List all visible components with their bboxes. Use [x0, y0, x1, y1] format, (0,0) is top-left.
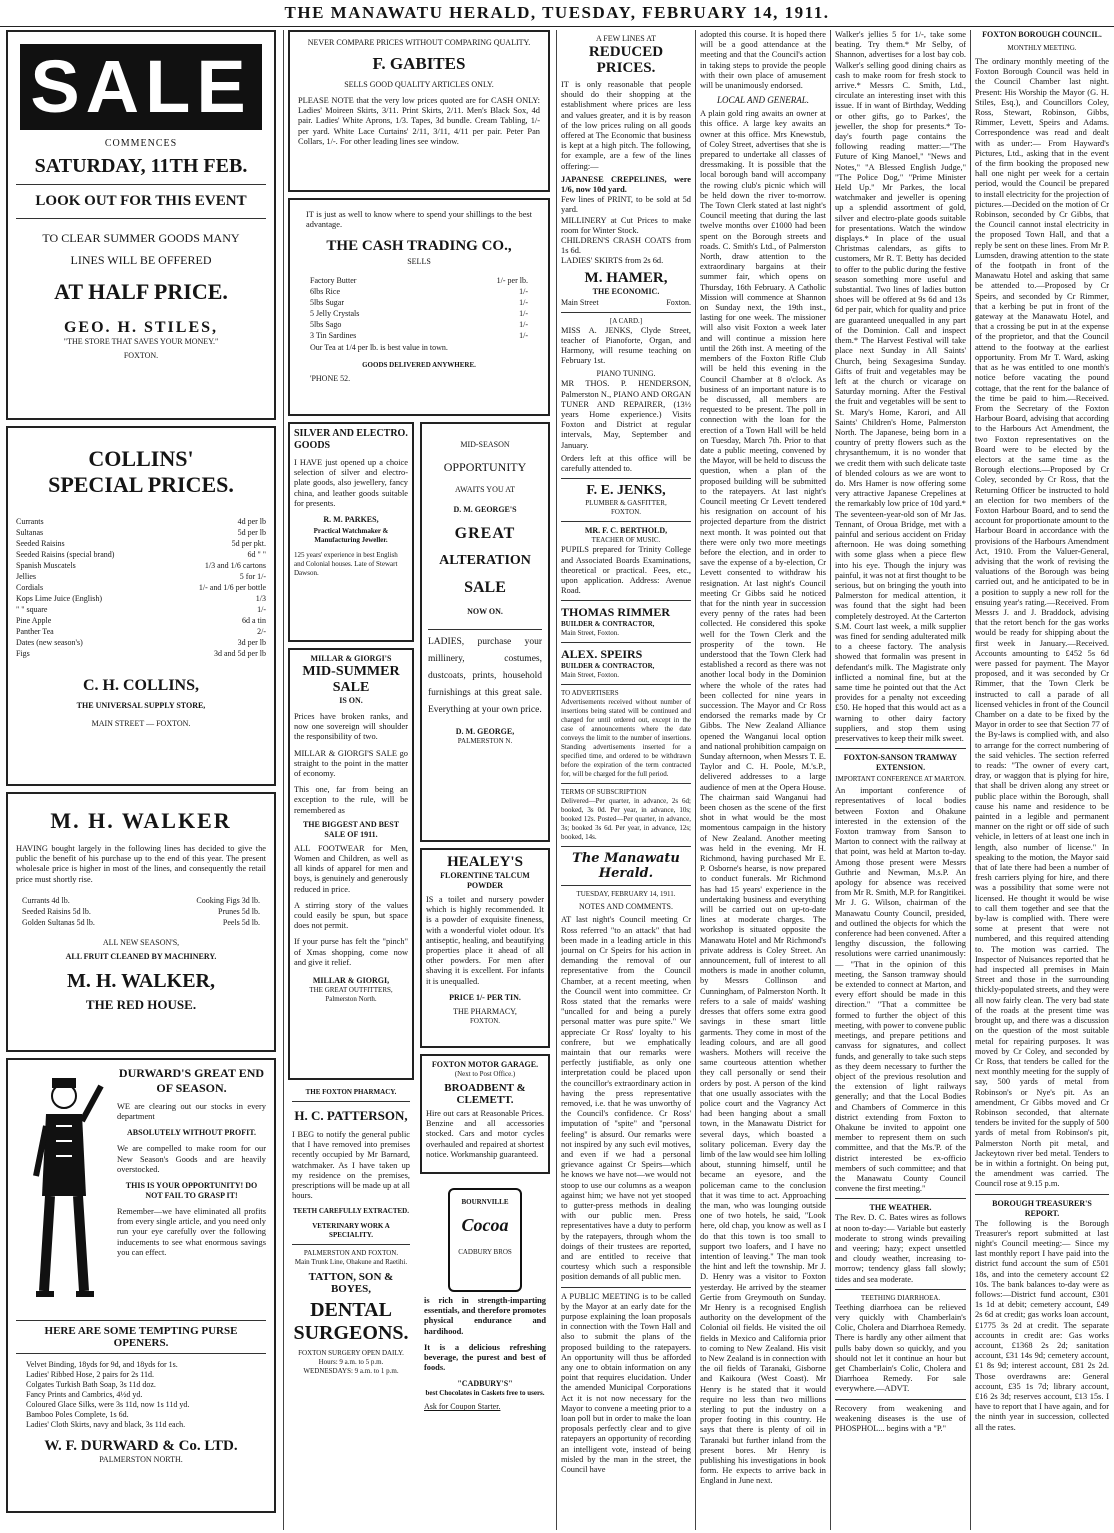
rimmer-name: THOMAS RIMMER — [561, 605, 670, 620]
hamer-l3: MILLINERY at Cut Prices to make room for Winter Stock. — [561, 215, 691, 235]
hamer-l4: CHILDREN'S CRASH COATS from 1s 6d. — [561, 236, 691, 256]
durward-opportunity: THIS IS YOUR OPPORTUNITY! DO NOT FAIL TO GRASP IT! — [125, 1181, 258, 1201]
cocoa-tin-maker: CADBURY BROS — [458, 1248, 512, 1256]
column-rule — [283, 30, 284, 1530]
sale-half-price: AT HALF PRICE. — [54, 279, 228, 304]
giorgi-p2: MILLAR & GIORGI'S SALE go straight to the point in the matter of economy. — [294, 748, 408, 779]
collins-price-row: Figs 3d and 5d per lb — [16, 649, 266, 658]
durward-absolutely: ABSOLUTELY WITHOUT PROFIT. — [127, 1128, 256, 1138]
monthly-head: MONTHLY MEETING. — [1007, 44, 1077, 52]
durward-list — [26, 1360, 256, 1430]
collins-address: MAIN STREET — FOXTON. — [91, 719, 191, 728]
walker-ad — [6, 792, 276, 1052]
millar-giorgi-ad — [288, 648, 414, 1080]
cocoa-tin — [448, 1188, 522, 1292]
cash-trading-ad — [288, 198, 550, 416]
advertisers-head: TO ADVERTISERS — [561, 689, 619, 698]
durward-remember: Remember—we have eliminated all profits from every single article, and you need only run your eye carefully over the following inducements to see what enormous savings you can effect. — [117, 1207, 266, 1257]
sale-commences: COMMENCES — [104, 138, 178, 149]
collins-price-row: Dates (new season's) 3d per lb — [16, 638, 266, 647]
collins-price-row: Sultanas 5d per lb — [16, 528, 266, 537]
cash-price-list — [310, 275, 528, 341]
tatton-line: Main Trunk Line, Ohakune and Raetihi. — [294, 1258, 408, 1267]
durward-list-item: Velvet Binding, 18yds for 9d, and 18yds for 1s. — [26, 1360, 178, 1369]
cash-price-row: Factory Butter 1/- per lb. — [310, 276, 528, 286]
masthead: THE MANAWATU HERALD, TUESDAY, FEBRUARY 14, 1911. — [0, 0, 1114, 27]
sale-merchant: GEO. H. STILES, — [63, 319, 219, 336]
notes-head: NOTES AND COMMENTS. — [578, 902, 673, 912]
george-ad — [420, 422, 550, 842]
gabites-sells: SELLS GOOD QUALITY ARTICLES ONLY. — [344, 80, 494, 89]
col4-intro: adopted this course. It is hoped there will be a good attendance at the meeting and that the Council's action in taking steps to provide the people with their own place of amusement will be unanimously endorsed. — [700, 30, 826, 91]
durward-list-item: Ladies' Ribbed Hose, 2 pairs for 2s 11d. — [26, 1370, 155, 1379]
card-head: [A CARD.] — [609, 316, 643, 325]
giorgi-town: Palmerston North. — [325, 995, 377, 1004]
collins-price-row: Currants 4d per lb — [16, 517, 266, 526]
parkes-title: SILVER AND ELECTRO. GOODS — [294, 428, 408, 451]
sale-slogan: "THE STORE THAT SAVES YOUR MONEY." — [63, 337, 219, 346]
durward-town: PALMERSTON NORTH. — [99, 1455, 183, 1464]
rimmer-addr: Main Street, Foxton. — [561, 629, 619, 638]
durward-body: We are compelled to make room for our New Season's Goods and are heavily overstocked. — [117, 1144, 266, 1174]
public-meeting: A PUBLIC MEETING is to be called by the Mayor at an early date for the purpose explaining the loan proposals in connection with the Town Hall and also to submit the plans of the proposed building to the ratepayers. An opportunity will thus be afforded any one to obtain information on any point that requires elucidation. Under the amended Municipal Corporations Act it is not now necessary for the Mayor to convene a meeting prior to a loan poll but in order to make the loan proposals perfectly clear and to give ratepayers an opportunity of recording an intelligent vote, instead of being misled by the man in the street, the Council have — [561, 1291, 691, 1475]
gabites-ad — [288, 30, 550, 192]
cash-title: THE CASH TRADING CO., — [326, 238, 512, 255]
hamer-few: A FEW LINES AT — [595, 34, 657, 43]
durward-list-item: Bamboo Poles Complete, 1s 6d. — [26, 1410, 129, 1419]
walker-text: HAVING bought largely in the following lines has decided to give the public the benefit of his purchase up to the end of this year. The present wholesale price is higher in most of the lines, and consequently the retail price must shortly rise. — [16, 844, 266, 884]
parkes-trade: Practical Watchmaker & Manufacturing Jeweller. — [313, 527, 389, 545]
giorgi-p5: A stirring story of the values could easily be spun, but space does not permit. — [294, 900, 408, 931]
collins-price-row: Cordials 1/- and 1/6 per bottle — [16, 583, 266, 592]
subscription-head: TERMS OF SUBSCRIPTION — [561, 788, 647, 797]
collins-price-row: Seeded Raisins 5d per pkt. — [16, 539, 266, 548]
cash-phone: 'PHONE 52. — [310, 374, 351, 384]
tramway-head: FOXTON-SANSON TRAMWAY EXTENSION. — [843, 753, 958, 773]
berthold-name: MR. F. C. BERTHOLD, — [584, 526, 668, 536]
weather-head: THE WEATHER. — [869, 1203, 932, 1213]
walker-price-row: Currants 4d lb. Cooking Figs 3d lb. — [22, 895, 260, 905]
column-rule — [556, 30, 557, 1530]
patterson-name: H. C. PATTERSON, — [294, 1108, 408, 1123]
cash-delivered: GOODS DELIVERED ANYWHERE. — [362, 361, 476, 370]
berthold-trade: TEACHER OF MUSIC. — [591, 536, 661, 545]
giorgi-title-1: MILLAR & GIORGI'S — [310, 654, 392, 663]
column-rule — [830, 30, 831, 1530]
hamer-body: IT is only reasonable that people should do their shopping at the establishment where prices are less and values greater, and it is by reason of the low prices ruling on all goods offered at The Economic that business is kept at a high pitch. The following, for example, are a few of the lines offering:— — [561, 80, 691, 171]
hamer-name: M. HAMER, — [584, 269, 668, 286]
hamer-address: Main Street Foxton. — [561, 297, 691, 307]
cash-tea: Our Tea at 1/4 per lb. is best value in town. — [310, 343, 448, 353]
local-general-head: LOCAL AND GENERAL. — [717, 95, 809, 106]
patterson-body: I BEG to notify the general public that I have removed into premises recently occupied by Mr Barnard, watchmaker. As I have taken up my residence on the premises, prescriptions will be made up at all hours. — [292, 1130, 410, 1201]
tatton-name: TATTON, SON & BOYES, — [308, 1271, 394, 1296]
conference-head: IMPORTANT CONFERENCE AT MARTON. — [835, 775, 966, 784]
parkes-name: R. M. PARKES, — [323, 515, 379, 525]
george-l8: NOW ON. — [467, 607, 503, 616]
fjenks-trade: PLUMBER & GASFITTER, — [585, 499, 667, 508]
orders-notice: Orders left at this office will be carefully attended to. — [561, 453, 691, 474]
hamer-econ: THE ECONOMIC. — [592, 286, 660, 296]
collins-store: C. H. COLLINS, — [82, 677, 200, 694]
hamer-l1: JAPANESE CREPELINES, were 1/6, now 10d yard. — [561, 174, 691, 195]
sale-clear: TO CLEAR SUMMER GOODS MANY LINES WILL BE OFFERED — [42, 231, 240, 267]
patterson-vet: VETERINARY WORK A SPECIALITY. — [312, 1222, 390, 1240]
piano-tuning: PIANO TUNING. — [596, 369, 656, 379]
hamer-l5: LADIES' SKIRTS from 2s 6d. — [561, 256, 664, 266]
tatton-dental: DENTAL — [310, 1299, 392, 1322]
giorgi-sub: THE GREAT OUTFITTERS, — [309, 986, 393, 995]
durward-ad — [6, 1058, 276, 1513]
cocoa-ad — [420, 1180, 550, 1530]
col5-notes: Walker's jellies 5 for 1/-, take some beating. Try them.* Mr Selby, of Shannon, advertises for a lost bay cob. Walker's selling good dining chairs as cash to make room for fresh stock to arrive.* Messrs C. Smith, Ltd., circulate an interesting inset with this issue. If in want of Birthday, Wedding or other gifts, go to Parkes', the jeweller, the shop for presents.* To-day's fourth page contains the following reading matter:—"The Future of King Manoel," "News and Notes," "A Blessed English Judge," "The Police Dog," "Prime Minister Held Up." Mr Parkes, the local watchmaker and jeweller is opening up a splendid assortment of gold, silver and electro-plate goods suitable for presentations. Watch the window displays.* In place of the usual Christmas calendars, as gifts to customers, Mr R. T. Betty has decided to offer to the public during the festive season something more useful and substantial. Two lines of ladies button shoes will be offered at 9s 6d and 13s 6d per pair, which for quality and price are guaranteed unequalled in any part of the Dominion. Call and inspect them.* The Harvest Festival will take place next Sunday in All Saints' Church, being Sexagesima Sunday. Gifts of fruit and vegetables may be left at the church or vicarage on Saturday morning. After the Festival the fruit and vegetables will be sent to St. Mary's Home, Karori, and All Saints' Children's Home, Palmerston North. The Japanese, being born in a country of pretty flowers such as the chrysanthemum, it is no wonder that we credit them with such delicate taste of blended colours as we are wont to do. Mrs Hamer is now offering some very attractive Japanese Crepelines at the remarkably low price of 10d yard.* The seventeen-year-old son of Mr Jas. Tennant, of Oroua Bridge, met with a painful and serious accident on Friday afternoon. He was doing something with some glass when a piece flew into his eye. Though the injury was painful, it was not at first thought to be serious, but on bringing the youth into Palmerston for medical attention, it was found that the sight had been completely destroyed. At the Carterton S.M. Court last week, a milk supplier was fined for sending adulterated milk to a cheese factory. The analysis showed that formalin was present in defendant's milk. The Magistrate only inflicted a nominal fine, but at the same time he pointed out that the Act provides for a penalty not exceeding £50. He hoped that this would act as a warning to other dairy factory suppliers, and stop them using preservatives to keep their milk sweet. — [835, 30, 966, 744]
giorgi-title-2: MID-SUMMER — [302, 664, 400, 679]
giorgi-title-4: IS ON. — [339, 696, 363, 705]
weather-body: The Rev. D. C. Bates wires as follows at noon to-day:— Variable but easterly moderate to strong winds prevailing and veering; hazy; expect unsettled and cloudy weather, increasing to-morrow; tendency glass fall slowly; tides and sea moderate. — [835, 1213, 966, 1284]
advertisers-body: Advertisements received without number of insertions being stated will be continued and charged for until ordered out, except in the case of announcements where the date conveys the limit to the number of insertions. Standing advertisements inserted for a specified time, and ordered to be withdrawn before the expiration of the term contracted for, will be charged for the full period. — [561, 698, 691, 779]
teething-body: Teething diarrhoea can be relieved very quickly with Chamberlain's Colic, Cholera and Diarrhoea Remedy. There is hardly any other ailment that pulls baby down so quickly, and you should not let it continue an hour but get Chamberlain's Colic, Cholera and Diarrhoea Remedy. For sale everywhere.—ADVT. — [835, 1302, 966, 1394]
giorgi-biggest: THE BIGGEST AND BEST SALE OF 1911. — [302, 819, 400, 839]
column-3 — [561, 30, 691, 1530]
fjenks-name: F. E. JENKS, — [586, 483, 666, 499]
berthold-body: PUPILS prepared for Trinity College and Associated Boards Examinations, theoretical or practical. Fees, etc., upon application. Address: Avenue Road. — [561, 545, 691, 596]
durward-title: DURWARD'S GREAT END OF SEASON. — [118, 1066, 265, 1095]
collins-price-row: Panther Tea 2/- — [16, 627, 266, 636]
speirs-trade: BUILDER & CONTRACTOR, — [561, 662, 655, 671]
collins-price-row: Kops Lime Juice (English) 1/3 — [16, 594, 266, 603]
col2-left-stack — [288, 422, 414, 1530]
council-body: The ordinary monthly meeting of the Foxton Borough Council was held in the Council Chamber last night. Present: His Worship the Mayor (G. H. Stiles, Esq.), and Councillors Coley, Ross, Stewart, Robinson, Gibbs, Rimmer, Levett, Speirs and Adams. Correspondence was read and dealt with as under:— From Hayward's Pictures, Ltd., asking that in the event of the firm booking the proposed new hall one night per week for a certain period, would the Council be prepared to install electricity for the projection of pictures.—Decided on the motion of Cr Robinson, seconded by Cr Gibbs, that the Council cannot instal electricity in the proposed Town Hall, and that a reply be sent on these lines. From Mr P. Lumsden, drawing attention to the state of the footpath in front of the Manawatu Hotel and asking that same be attended to.—Proposed by Cr Speirs, and seconded by Cr Rimmer, that a kerbing be put in front of the gateway at the Manawatu Hotel, and that a crossing be put in at the expense of the proprietor, and that the Council attend to the footway at the earliest opportunity. From Mr T. Ward, asking that as he was entitled to one month's notice before vacating the pound cottage, that the rent for the balance of the time be paid to him.—Received. From the Secretary of the Foxton Harbour Board, advising that according to the Harbours Act Amendment, the two Foxton representatives on the Board were to be elected by the electors at the same time as the Borough elections.—Proposed by Cr Coley, seconded by Cr Ross, that the Returning Officer be instructed to hold an election for two members of the Foxton Harbour Board, and to send the account for proportionate amount to the Harbour Board in accordance with the provisions of the Harbours Amendment Act, 1910. From the Valuer-General, advising that the work of revising the valuations of the Borough was being carried out, and he anticipated to be in a position to supply a new roll for the ensuing year's rating.—Received. From Messrs J. and J. Braddock, advising that the retort bench for the gas works would be ready for shipping about the first week in January.—Received. Accounts amounting to £452 5s 6d were passed for payment. The Mayor proposed, and it was seconded by Cr Rimmer, that the Town Clerk be instructed to call a parade of all licensed vehicles in front of the Council Chamber on a date to be fixed by the Mayor in order to see that Section 77 of the By-laws is complied with, and also to arrange for the correct numbering of the said vehicles. The section referred to reads: "The owner of every cart, dray, or waggon that is plying for hire, that shall be driven along any street or public place within the Borough, shall cause his name and residence to be painted in a legible and permanent manner on the right or off side of such vehicle, in letters of at least one inch in length, also number of license." In speaking to the motion, the Mayor said that of late there had been a number of fresh carriers plying for hire, and there was a possibility that some were not licensed. He thought it would be wise to call them together and see that the by-law is complied with. There were some at present that were not numbered, and this required attending to. The motion was carried. The Inspector of Nuisances reported that he had inspected all premises in Main Street and those in the surrounding thickly-populated streets, and they were all now fairly clean. The very bad state of the roads at the present time was brought up, and there was a discussion on the question of the most suitable metal for repairing purposes. It was moved by Cr Coley, and seconded by Cr Ross, that tenders be called for the next monthly meeting for the supply of say, 500 yards of metal from Robinson's or Nye's pit. As an amendment, Cr Gibbs moved and Cr Robinson seconded, that alternate tenders be invited for the supply of 500 yards of metal from Robinson's pit, Palmerston North pit metal, and Jackeytown river bed metal. Tenders to be in within a fortnight. On being put, the amendment was carried. The Council rose at 9.15 p.m. — [975, 57, 1109, 1189]
column-6 — [975, 30, 1109, 1530]
walker-name: M. H. WALKER — [50, 808, 232, 833]
treasurer-head: BOROUGH TREASURER'S REPORT. — [992, 1198, 1092, 1218]
walker-name-2: M. H. WALKER, — [67, 969, 215, 992]
cocoa-body-2: It is a delicious refreshing beverage, the purest and best of foods. — [424, 1342, 546, 1373]
patterson-teeth: TEETH CAREFULLY EXTRACTED. — [293, 1207, 409, 1216]
cash-price-row: 3 Tin Sardines 1/- — [310, 331, 528, 341]
column-rule — [970, 30, 971, 1530]
gabites-name: F. GABITES — [372, 54, 466, 73]
cash-price-row: 5 Jelly Crystals 1/- — [310, 309, 528, 319]
teething-head: TEETHING DIARRHOEA. — [860, 1293, 941, 1302]
collins-supply: THE UNIVERSAL SUPPLY STORE, — [76, 701, 206, 710]
durward-intro: WE are clearing out our stocks in every department — [117, 1102, 266, 1122]
healey-ad — [420, 848, 550, 1048]
george-l7: SALE — [464, 579, 506, 596]
walker-season: ALL NEW SEASON'S, — [102, 937, 180, 947]
collins-ad — [6, 426, 276, 786]
healey-shop: THE PHARMACY, — [453, 1006, 517, 1016]
george-name: D. M. GEORGE, — [455, 727, 515, 736]
jenks-card: MISS A. JENKS, Clyde Street, teacher of Pianoforte, Organ, and Harmony, will resume teaching on February 1st. — [561, 325, 691, 366]
cocoa-body: is rich in strength-imparting essentials, and therefore promotes physical endurance and hardihood. — [424, 1296, 546, 1336]
paper-title: The Manawatu Herald. — [572, 851, 680, 882]
cocoa-tin-label: Cocoa — [461, 1215, 509, 1235]
giorgi-name: MILLAR & GIORGI, — [312, 976, 390, 986]
gabites-body: PLEASE NOTE that the very low prices quoted are for CASH ONLY: Ladies' Moireen Skirts, 3/11. Print Skirts, 2/11. Men's Black Sox, 4d pair. Ladies' White Aprons, 1/3. Tapes, 3d bundle. Cream Tabling, 1/- per yard. White Lace Curtains' 2/11, 3/11, 4/11 per pair. Peter Pan Collars, 1/-. For other leading lines see window. — [298, 96, 540, 146]
cash-price-row: 5lbs Sugar 1/- — [310, 298, 528, 308]
paper-date: TUESDAY, FEBRUARY 14, 1911. — [576, 890, 676, 899]
notes-body: AT last night's Council meeting Cr Ross referred "to an attack" that had been made in a leading article in this journal on Cr Speirs for his action in demanding the removal of our representative from the Council Chamber, at a recent meeting, when the Council went into committee. Cr Ross stated that the remarks were "uncalled for and being a purely personal matter was pure spite." We appreciate Cr Ross' loyalty to his confrere, but we emphatically maintain that our remarks were perfectly justifiable, as only one interpretation could be placed upon the councillor's extraordinary action in having the press representative removed, i.e. that he was unworthy of the Council's confidence. Cr Ross' imputation of "spite" and "personal feeling" is absurd. Our remarks were not inspired by any such evil motives, and even if we had a personal grievance against Cr Speirs—which he knows we have not—we would not stoop to use our columns as a weapon against him; we have not yet stooped to gutter-press methods in dealing with our public men. Press representatives have a duty to perform by the ratepayers, through whom the doings of their trustees are reported, and are entitled to receive that courtesy which such a responsible position demands of all public men. — [561, 915, 691, 1282]
sale-lookout: LOOK OUT FOR THIS EVENT — [35, 193, 247, 209]
hamer-reduced: REDUCED PRICES. — [588, 44, 664, 76]
soldier-illustration — [16, 1066, 111, 1316]
healey-name: HEALEY'S — [447, 854, 523, 870]
column-2 — [288, 30, 550, 1530]
george-l3: AWAITS YOU AT — [455, 485, 515, 494]
gabites-top: NEVER COMPARE PRICES WITHOUT COMPARING QUALITY. — [307, 38, 531, 47]
henderson-ad: MR THOS. P. HENDERSON, Palmerston N., PIANO AND ORGAN TUNER AND REPAIRER, (13½ years Home experience.) Visits Foxton and District at regular intervals, May, September and January. — [561, 379, 691, 450]
durward-list-item: Ladies' Cloth Skirts, navy and black, 3s 11d each. — [26, 1420, 186, 1429]
healey-town: FOXTON. — [469, 1016, 500, 1025]
cash-sells: SELLS — [407, 257, 431, 267]
george-l6: ALTERATION — [439, 553, 531, 568]
parkes-ad — [288, 422, 414, 642]
giorgi-p4: ALL FOOTWEAR for Men, Women and Children, as well as all kinds of apparel for men and boys, is genuinely and generously reduced in price. — [294, 843, 408, 894]
hamer-l2: Few lines of PRINT, to be sold at 5d yard. — [561, 195, 691, 215]
walker-price-list — [22, 895, 260, 928]
giorgi-p1: Prices have broken ranks, and now one sovereign will shoulder the responsibility of two. — [294, 712, 408, 742]
walker-cleaned: ALL FRUIT CLEANED BY MACHINERY. — [65, 951, 217, 961]
tatton-surgeons: SURGEONS. — [293, 1322, 409, 1345]
column-4 — [700, 30, 826, 1530]
durward-tempting: HERE ARE SOME TEMPTING PURSE OPENERS. — [44, 1325, 238, 1349]
tatton-surgery: FOXTON SURGERY OPEN DAILY. — [298, 1349, 404, 1358]
healey-price: PRICE 1/- PER TIN. — [449, 992, 521, 1002]
column-5 — [835, 30, 966, 1530]
sale-banner: SALE — [20, 44, 262, 130]
local-general-body: A plain gold ring awaits an owner at this office. A large key awaits an owner at this office. Mrs Knewstub, of Coley Street, advertises that she is prepared to undertake all classes of dressmaking. It is possible that the local borough band will accompany the rowing club's picnic which will be held down the river to-morrow. The Town Clerk stated at last night's Council meeting that during the last twelve months over £1000 had been spent on the Borough streets and roads. C. Smith's Ltd., of Palmerston North, draw attention to the extraordinary bargains at their summer fair, which opens on Thursday, 16th February. A Catholic Mission will commence at Shannon on Sunday next, the 19th inst., lasting for one week. The missioner will also visit Foxton a week later and will continue a mission here until the 26th inst. A meeting of the members of the Foxton Rifle Club will be held this evening in the Council Chamber at 8 o'clock. As business of an important nature is to be discussed, all members are requested to be present. The poll in connection with the loan for the erection of a Town Hall will be held on Tuesday, March 7th. Prior to that date a public meeting, convened by the Mayor, will be held to discuss the question, when a plan of the proposed building will be submitted to the ratepayers. At last night's Council meeting Cr Levett tendered his resignation on account of his projected departure from the district next month. It was pointed out that there were only two more meetings before the election, and in order to save the expense of a by-election, Cr Levett consented to withdraw his resignation. At last night's Council meeting Cr Gibbs said he noticed that for the ninth year in succession every penny of the rates had been collected. He considered this spoke well for the Town Clerk and the prosperity of the town. He understood that the Town Clerk had established a record as there was not another local body in the Dominion where the whole of the rates had been collected for nine years in succession. The Mayor and Cr Ross endorsed the remarks made by Cr Gibbs. The New Zealand Alliance opened the Wanganui local option and national prohibition campaign on Sunday afternoon, when Messrs T. E. Taylor and C. H. Poole, M.'s.P., delivered addresses to a large audience of men at the Opera House. The chairman said Wanganui had been chosen as the scene of the first shot in what would be the most momentous campaign in the history of New Zealand. Another meeting was held in the evening. Mr H. Richmond, having purchased Mr E. P. Osborne's hearse, is now prepared to conduct funerals. Mr Richmond has had 15 years' experience in the undertaking business and everything will be carried out on up-to-date lines at moderate charges. The workshop is situated opposite the Manawatu Hotel and Mr Richmond's private address is Coley Street. An announcement, full of interest to all mothers is made in another column, by Messrs Collinson and Cunningham, of Palmerston North. It refers to a sale of maids' washing dresses that offers some extra good savings in these smart little garments. They come in most of the leading colours, and are all good washers. Mothers will receive the same courteous attention whether they call personally or send their orders by post. A person of the kind that one usually associates with the police court and the Vagrancy Act had been hanging about a small town, in the Manawatu District for several days, which boasted a solitary policeman. Every day the limb of the law would see him lolling about, stunning himself, until he became an eyesore, and the policeman came to the conclusion that it was time to act. Approaching the man, who was lounging outside one of two hotels, he said, "Look here, old chap, you know as well as I do that this town is too small to support two loafers, and I have no intention of leaving." The man took the hint and left the township. Mr J. D. Henry was a visitor to Foxton yesterday. He arrived by the steamer Gertie from Greymouth on Sunday. Mr Henry is a recognised English authority on the development of the Colonial oil fields. He visited the oil fields in Mexico and California prior to coming to New Zealand. His visit to New Zealand is in connection with the oil fields of Taranaki, Gisborne and Kaikoura (West Coast). Mr Henry is he stated that it would require no less than two millions sterling to put the industry on a proper footing in this country. He says that there is plenty of oil in Taranaki but further inland from the present bores. Mr Henry is publishing his investigations in book form. He expects to arrive back in England in June next. — [700, 109, 826, 1486]
motor-body: Hire out cars at Reasonable Prices. Benzine and all accessories stocked. Cars and motor cycles overhauled and repaired at shortest notice. Workmanship guaranteed. — [426, 1109, 544, 1159]
giorgi-p6: If your purse has felt the "pinch" of Xmas shopping, come now and give it relief. — [294, 937, 408, 967]
motor-garage-ad — [420, 1054, 550, 1174]
george-town: PALMERSTON N. — [457, 737, 513, 745]
cocoa-ask: Ask for Coupon Starter. — [424, 1402, 501, 1412]
parkes-body: I HAVE just opened up a choice selection of silver and electro-plate goods, also jewellery, fancy china, and leather goods suitable for presents. — [294, 458, 408, 508]
durward-list-item: Coloured Glace Silks, were 3s 11d, now 1s 11d yd. — [26, 1400, 190, 1409]
treasurer-body: The following is the Borough Treasurer's report submitted at last night's Council meeting:— Since my last monthly report I have paid into the district fund account the sum of £501 18s, and into the cemetery account £2 10s. The bank balances to-day were as follows:—District fund account, £301 1s 1d at debit; cemetery account, £49 2s 6d at credit; gas works loan account, £1775 3s 2d at credit. The separate accounts in credit are: Gas works account, £1368 2s 2d; sanitation account, £31 14s 9d; cemetery account, £1 8s 9d; interest account, £81 2s 2d. Those overdrawns are: General account, £35 1s 7d; library account, £16 2s 3d; reserves account, £13 15s. I have to report that I have again, and for the ninth year in succession, collected all the rates. — [975, 1218, 1109, 1432]
collins-price-row: Jellies 5 for 1/- — [16, 572, 266, 581]
george-ladies: LADIES, purchase your millinery, costumes, dustcoats, prints, household furnishings at this great sale. Everything at your own price. — [428, 637, 542, 715]
durward-firm: W. F. DURWARD & Co. LTD. — [44, 1438, 238, 1454]
column-rule — [695, 30, 696, 1530]
walker-house: THE RED HOUSE. — [85, 996, 197, 1012]
cash-price-row: 6lbs Rice 1/- — [310, 287, 528, 297]
recovery-ad: Recovery from weakening and weakening diseases is the use of PHOSPHOL... begins with a "P." — [835, 1403, 966, 1433]
cocoa-choc: best Chocolates in Caskets free to users. — [425, 1389, 545, 1398]
sale-date: SATURDAY, 11TH FEB. — [34, 155, 248, 177]
motor-sub: (Next to Post Office.) — [454, 1070, 516, 1078]
parkes-foot: 125 years' experience in best English and Colonial houses. Late of Stewart Dawson. — [294, 551, 398, 578]
tramway-body: An important conference of representatives of local bodies between Foxton and Ohakune interested in the extension of the Foxton tramway from Sanson to Marton to connect with the railway at that point, was held at Marton to-day. Among those present were Messrs Guthrie and Newman, M.s.P. An apology for absence was received from Mr R. Smith, M.P. for Rangitikei. Mr J. G. Wilson, chairman of the Manawatu County Council, presided, and outlined the objects for which the conference had been convened. After a lengthy discussion, the following resolutions were carried unanimously:— "That in the opinion of this meeting, the Sanson tramway should be extended to connect at Marton, and every effort should be made in this direction." "That a committee be formed to further the object of this meeting, with power to convene public meetings, and prepare petitions and canvass for signatures, and collect funds, and generally to take such steps as they deem necessary to further the object of the previous resolution and the extension of light railways generally; and that the Local Bodies and Chambers of Commerce in this district extending from Foxton to Ohakune be invited to appoint one member to represent them on such committee, and that the Ms.'P. of the district interested be ex-officio members of such committee; and that the Manawatu County Council convene the first meeting." — [835, 786, 966, 1194]
george-l1: MID-SEASON — [460, 440, 510, 449]
cash-intro: IT is just as well to know where to spend your shillings to the best advantage. — [306, 210, 532, 230]
collins-price-list — [16, 516, 266, 659]
walker-price-row: Golden Sultanas 5d lb. Peels 5d lb. — [22, 917, 260, 927]
rimmer-trade: BUILDER & CONTRACTOR, — [561, 620, 655, 629]
council-head: FOXTON BOROUGH COUNCIL. — [982, 30, 1102, 39]
fjenks-town: FOXTON. — [610, 508, 641, 517]
collins-price-row: " " square 1/- — [16, 605, 266, 614]
healey-product: FLORENTINE TALCUM POWDER — [440, 871, 530, 890]
tatton-location: PALMERSTON AND FOXTON. — [303, 1249, 399, 1258]
tatton-wed: WEDNESDAYS: 9 a.m. to 1 p.m. — [303, 1367, 399, 1376]
giorgi-title-3: SALE — [332, 680, 370, 695]
motor-name: BROADBENT & CLEMETT. — [444, 1082, 526, 1106]
healey-body: IS a toilet and nursery powder which is highly recommended. It is a powder of exquisite fineness, with a wonderful violet odour. It's antiseptic, healing, and beautifying properties place it ahead of all other powders. For men after shaving it is excellent. For infants it is unequalled. — [426, 895, 544, 986]
durward-list-item: Fancy Prints and Cambrics, 4½d yd. — [26, 1390, 143, 1399]
george-l2: OPPORTUNITY — [443, 460, 527, 474]
tatton-hours: Hours: 9 a.m. to 5 p.m. — [318, 1358, 384, 1367]
subscription-body: Delivered—Per quarter, in advance, 2s 6d; booked, 3s 0d. Per year, in advance, 10s; booked 12s. Posted—Per quarter, in advance, 3s; booked 3s 6d. Per year, in advance, 12s; booked, 14s. — [561, 797, 691, 842]
sale-town: FOXTON. — [123, 351, 159, 360]
walker-price-row: Seeded Raisins 5d lb. Prunes 5d lb. — [22, 906, 260, 916]
motor-title: FOXTON MOTOR GARAGE. — [431, 1060, 539, 1069]
giorgi-p3: This one, far from being an exception to the rule, will be remembered as — [294, 785, 408, 815]
speirs-name: ALEX. SPEIRS — [561, 647, 643, 662]
collins-price-row: Spanish Muscatels 1/3 and 1/6 cartons — [16, 561, 266, 570]
cash-price-row: 5lbs Sago 1/- — [310, 320, 528, 330]
durward-list-item: Colgates Turkish Bath Soap, 3s 11d doz. — [26, 1380, 156, 1389]
collins-price-row: Pine Apple 6d a tin — [16, 616, 266, 625]
col2-right-stack — [420, 422, 550, 1530]
patterson-head: THE FOXTON PHARMACY. — [305, 1088, 397, 1096]
column-1 — [6, 30, 276, 1530]
george-l5: GREAT — [454, 525, 516, 542]
collins-title: COLLINS' — [88, 446, 194, 471]
cocoa-cadbury: "CADBURY'S" — [457, 1379, 513, 1389]
collins-subtitle: SPECIAL PRICES. — [48, 472, 234, 497]
cocoa-tin-brand: BOURNVILLE — [461, 1198, 509, 1206]
speirs-addr: Main Street, Foxton. — [561, 671, 619, 680]
stiles-sale-ad — [6, 30, 276, 420]
george-l4: D. M. GEORGE'S — [453, 505, 517, 514]
patterson-tatton — [288, 1086, 414, 1530]
collins-price-row: Seeded Raisins (special brand) 6d " " — [16, 550, 266, 559]
